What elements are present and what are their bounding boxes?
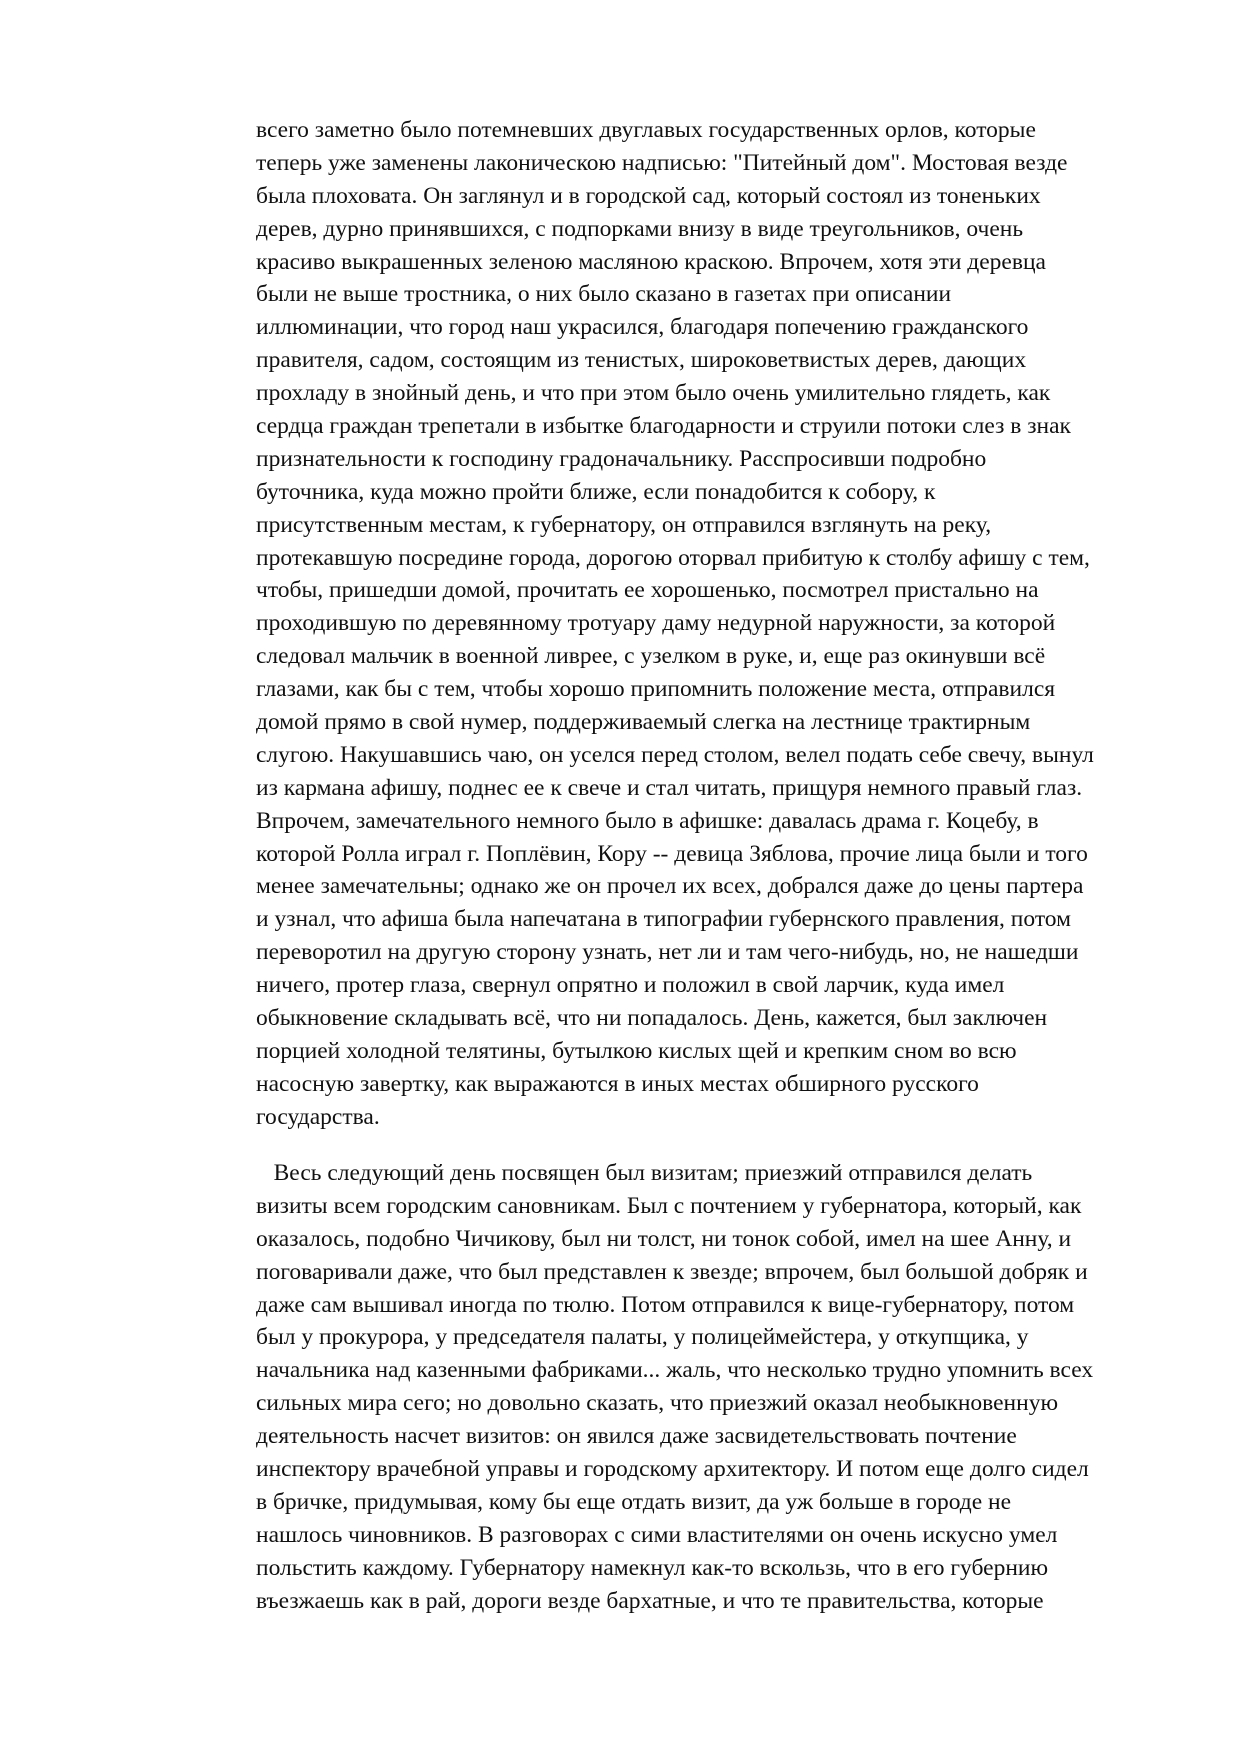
text-line: оказалось, подобно Чичикову, был ни толст, ни тонок собой, имел на шее Анну, и [256,1225,1072,1252]
text-line: в бричке, придумывая, кому бы еще отдать визит, да уж больше в городе не [256,1488,1012,1515]
text-line: польстить каждому. Губернатору намекнул как-то вскользь, что в его губернию [256,1554,1049,1581]
text-line: начальника над казенными фабриками... жаль, что несколько трудно упомнить всех [256,1357,1094,1384]
text-line: деятельность насчет визитов: он явился даже засвидетельствовать почтение [256,1423,1017,1450]
text-line: был у прокурора, у председателя палаты, у полицеймейстера, у откупщика, у [256,1324,1029,1351]
text-line: следовал мальчик в военной ливрее, с узелком в руке, и, еще раз окинувши всё [256,643,1046,670]
text-line: Весь следующий день посвящен был визитам; приезжий отправился делать [256,1160,1033,1186]
text-line: сильных мира сего; но довольно сказать, что приезжий оказал необыкновенную [256,1390,1058,1417]
text-line: домой прямо в свой нумер, поддерживаемый слегка на лестнице трактирным [256,709,1031,736]
text-line: и узнал, что афиша была напечатана в типографии губернского правления, потом [256,906,1071,933]
text-line: переворотил на другую сторону узнать, нет ли и там чего-нибудь, но, не нашедши [256,939,1079,966]
text-line: сердца граждан трепетали в избытке благодарности и струили потоки слез в знак [256,413,1071,440]
text-line: присутственным местам, к губернатору, он отправился взглянуть на реку, [256,511,992,538]
text-line: насосную завертку, как выражаются в иных местах обширного русского [256,1070,979,1097]
text-line: теперь уже заменены лаконическою надписью: "Питейный дом". Мостовая везде [256,149,1068,176]
text-line: дерев, дурно принявшихся, с подпорками внизу в виде треугольников, очень [256,215,1024,242]
text-line: порцией холодной телятины, бутылкою кислых щей и крепким сном во всю [256,1037,1017,1064]
text-line: правителя, садом, состоящим из тенистых, широковетвистых дерев, дающих [256,347,1027,374]
text-line: ничего, протер глаза, свернул опрятно и положил в свой ларчик, куда имел [256,972,1005,999]
text-line: была плоховата. Он заглянул и в городской сад, который состоял из тоненьких [256,182,1041,209]
text-line: красиво выкрашенных зеленою масляною краскою. Впрочем, хотя эти деревца [256,248,1046,275]
text-line: глазами, как бы с тем, чтобы хорошо припомнить положение места, отправился [256,676,1056,703]
text-line: визиты всем городским сановникам. Был с почтением у губернатора, который, как [256,1192,1082,1219]
text-line: буточника, куда можно пройти ближе, если понадобится к собору, к [256,478,936,505]
text-line: обыкновение складывать всё, что ни попадалось. День, кажется, был заключен [256,1005,1048,1032]
text-line: признательности к господину градоначальнику. Расспросивши подробно [256,445,987,472]
text-line: иллюминации, что город наш украсился, благодаря попечению гражданского [256,314,1029,341]
text-line: Впрочем, замечательного немного было в афишке: давалась драма г. Коцебу, в [256,807,1039,834]
text-line: всего заметно было потемневших двуглавых государственных орлов, которые [256,117,1036,143]
text-line: проходившую по деревянному тротуару даму недурной наружности, за которой [256,610,1056,637]
paragraph-1 [256,114,1166,1134]
text-line: государства. [256,1103,380,1130]
text-line: прохладу в знойный день, и что при этом было очень умилительно глядеть, как [256,380,1051,407]
paragraph-2 [256,1157,1166,1617]
text-line: которой Ролла играл г. Поплёвин, Кору -- девица Зяблова, прочие лица были и того [256,840,1088,867]
text-line: из кармана афишу, поднес ее к свече и стал читать, прищуря немного правый глаз. [256,774,1083,801]
text-line: слугою. Накушавшись чаю, он уселся перед столом, велел подать себе свечу, вынул [256,741,1094,768]
text-line: нашлось чиновников. В разговорах с сими властителями он очень искусно умел [256,1521,1058,1548]
text-line: даже сам вышивал иногда по тюлю. Потом отправился к вице-губернатору, потом [256,1291,1075,1318]
text-line: менее замечательны; однако же он прочел их всех, добрался даже до цены партера [256,873,1084,900]
text-line: поговаривали даже, что был представлен к звезде; впрочем, был большой добряк и [256,1258,1088,1285]
text-line: протекавшую посредине города, дорогою оторвал прибитую к столбу афишу с тем, [256,544,1090,571]
text-line: чтобы, пришедши домой, прочитать ее хорошенько, посмотрел пристально на [256,577,1039,604]
text-line: въезжаешь как в рай, дороги везде бархатные, и что те правительства, которые [256,1587,1044,1614]
text-line: инспектору врачебной управы и городскому архитектору. И потом еще долго сидел [256,1456,1089,1483]
text-line: были не выше тростника, о них было сказано в газетах при описании [256,281,952,308]
